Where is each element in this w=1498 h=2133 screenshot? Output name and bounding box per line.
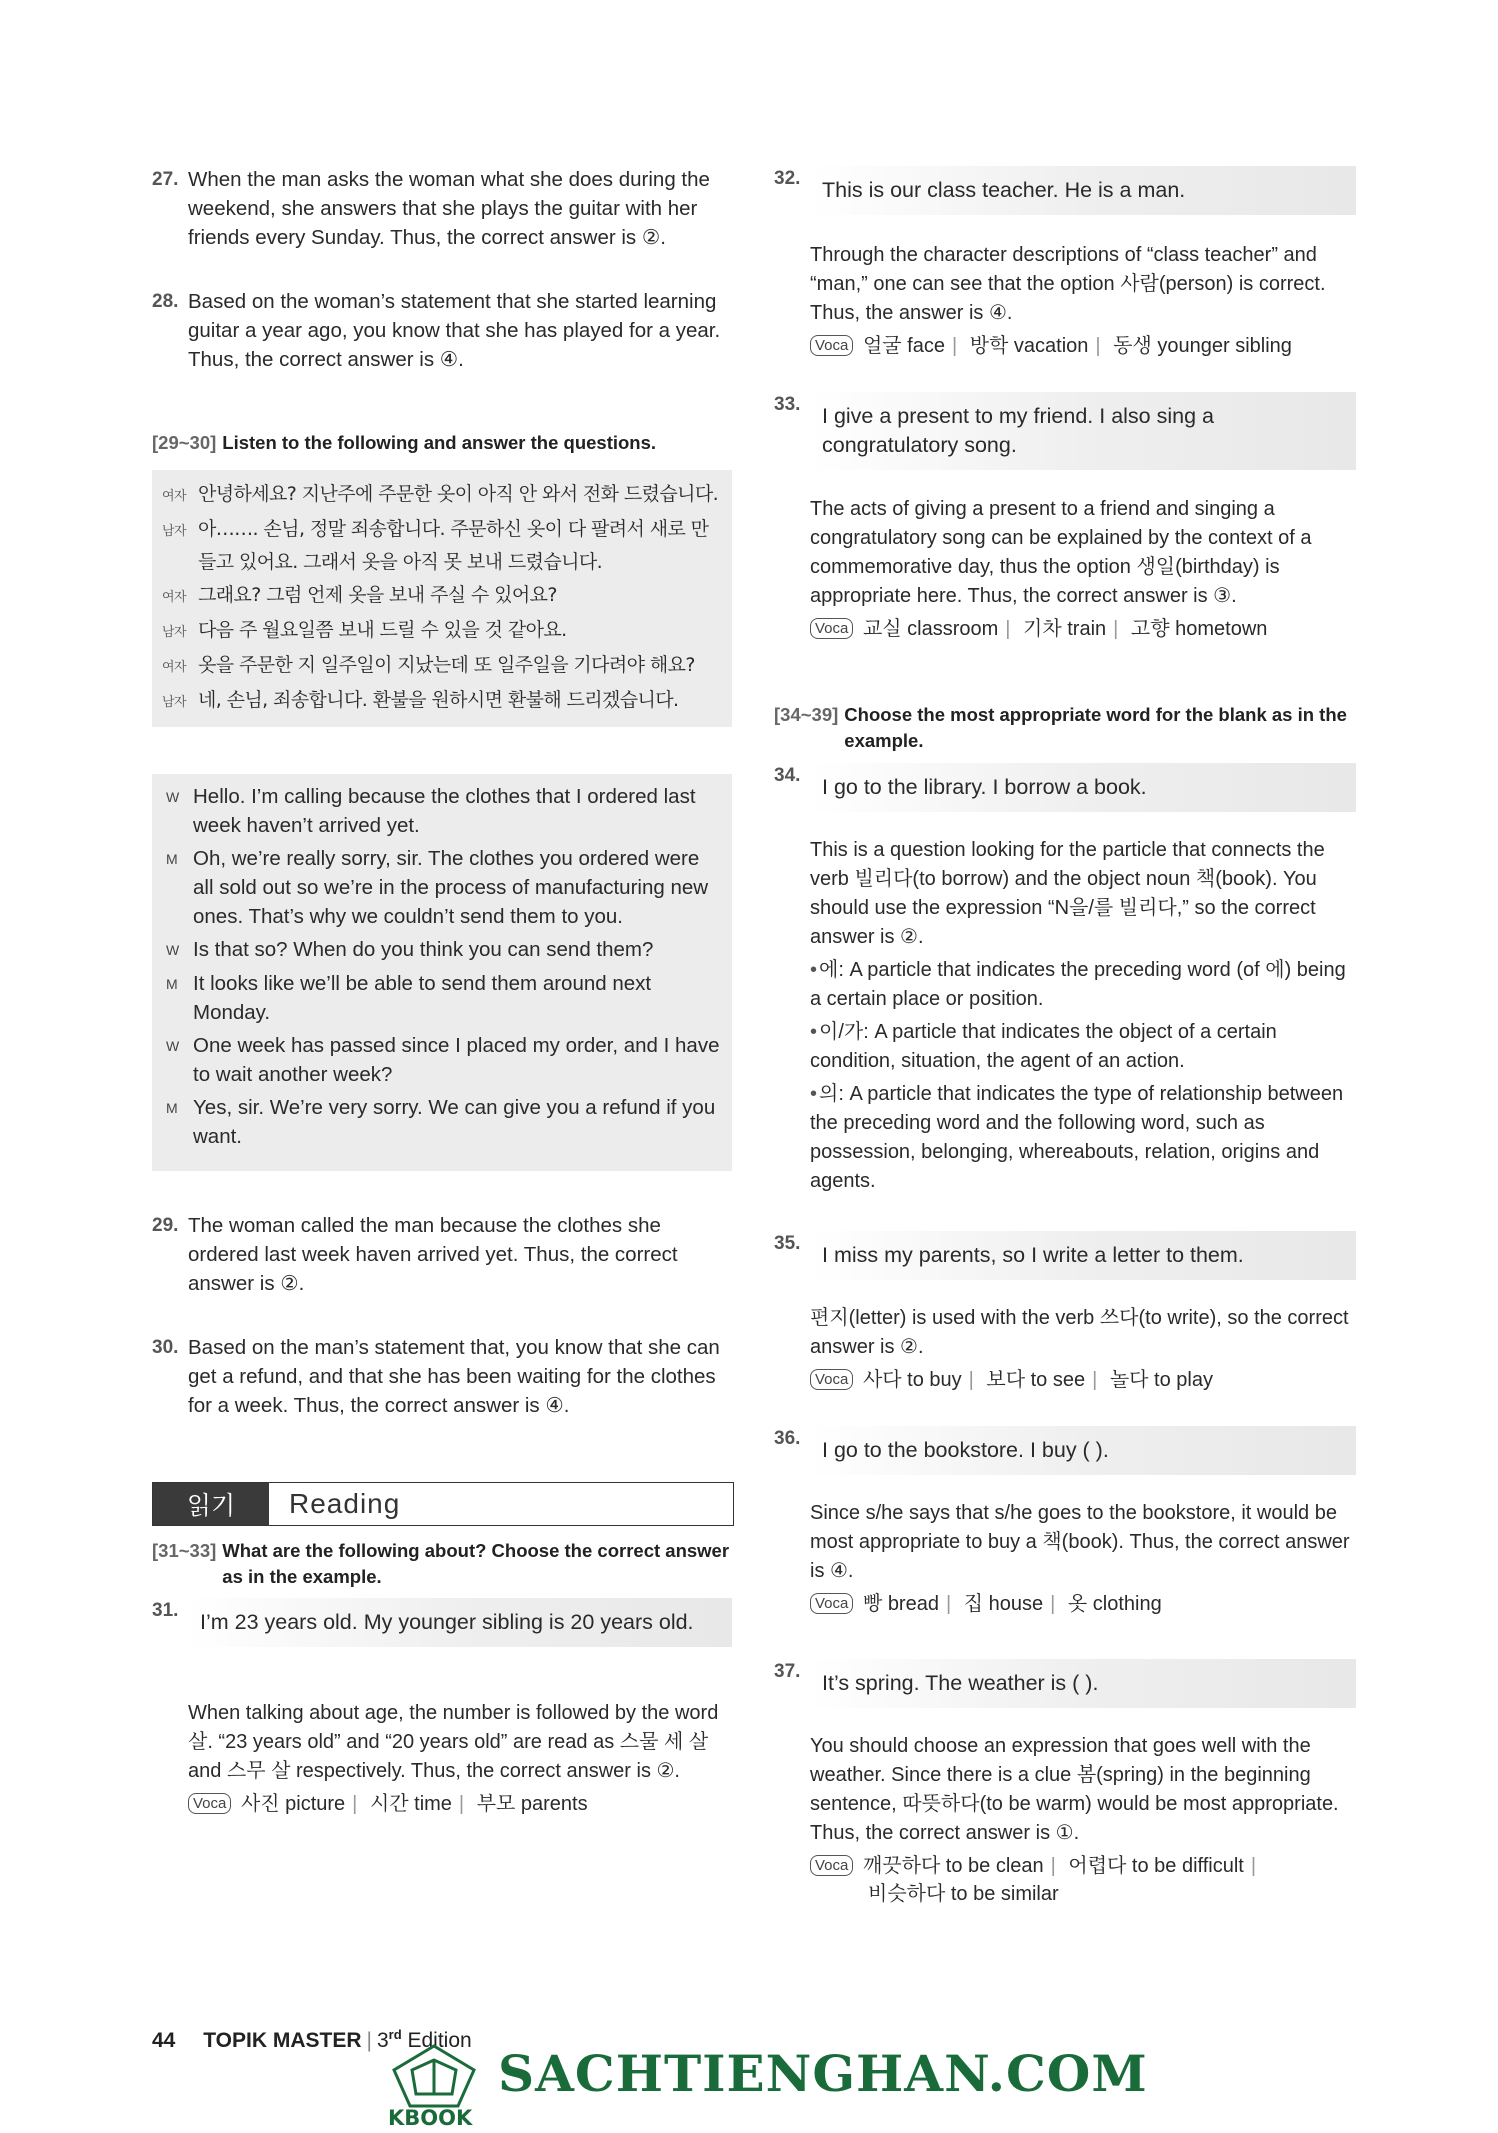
edition-number: 3 bbox=[376, 2029, 389, 2052]
item-number: 37. bbox=[774, 1661, 801, 1682]
question-33 bbox=[774, 392, 1356, 470]
korean-dialogue bbox=[152, 470, 732, 727]
dialogue-text: Is that so? When do you think you can send them? bbox=[193, 938, 654, 961]
voca-word: 놀다 to play bbox=[1109, 1369, 1213, 1391]
explanation-27 bbox=[152, 165, 732, 252]
explanation-text: Based on the man’s statement that, you know that she can get a refund, and that she has been waiting for the clothes for a week. Thus, the correct answer is ④. bbox=[188, 1336, 720, 1417]
question-sentence: I go to the library. I borrow a book. bbox=[810, 763, 1356, 812]
question-34 bbox=[774, 763, 1356, 812]
voca-separator: | bbox=[352, 1793, 358, 1815]
speaker-label: W bbox=[166, 1038, 180, 1054]
dialogue-line bbox=[166, 935, 722, 965]
dialogue-text: 옷을 주문한 지 일주일이 지났는데 또 일주일을 기다려야 해요? bbox=[198, 654, 695, 676]
question-range: [29~30] bbox=[152, 432, 217, 453]
question-instruction: Choose the most appropriate word for the blank as in the example. bbox=[844, 704, 1347, 751]
dialogue-text: It looks like we’ll be able to send them around next Monday. bbox=[193, 972, 652, 1024]
voca-list bbox=[810, 1366, 1356, 1394]
voca-separator: | bbox=[1005, 618, 1011, 640]
item-number: 34. bbox=[774, 765, 801, 786]
explanation-text: 편지(letter) is used with the verb 쓰다(to write), so the correct answer is ②. bbox=[810, 1307, 1349, 1358]
dialogue-line bbox=[166, 844, 722, 931]
question-sentence: This is our class teacher. He is a man. bbox=[810, 166, 1356, 215]
question-instruction: Listen to the following and answer the questions. bbox=[222, 432, 657, 453]
voca-separator: | bbox=[1250, 1855, 1257, 1877]
dialogue-text: Hello. I’m calling because the clothes that I ordered last week haven’t arrived yet. bbox=[193, 785, 696, 837]
item-number: 31. bbox=[152, 1600, 179, 1621]
section-label-english: Reading bbox=[289, 1488, 401, 1519]
question-sentence: I give a present to my friend. I also sing a congratulatory song. bbox=[810, 392, 1356, 470]
explanation-text: The woman called the man because the clothes she ordered last week haven arrived yet. Thus, the correct answer is ②. bbox=[188, 1214, 678, 1295]
explanation-34 bbox=[810, 836, 1356, 1196]
item-number: 32. bbox=[774, 168, 801, 189]
voca-word: 방학 vacation bbox=[969, 335, 1089, 357]
question-range: [31~33] bbox=[152, 1540, 217, 1561]
bullet-dot: • bbox=[810, 1083, 818, 1105]
dialogue-text: 아……. 손님, 정말 죄송합니다. 주문하신 옷이 다 팔려서 새로 만들고 있어요. 그래서 옷을 아직 못 보내 드렸습니다. bbox=[198, 518, 709, 573]
dialogue-text: Oh, we’re really sorry, sir. The clothes you ordered were all sold out so we’re in the process of manufacturing new ones. That’s why we couldn’t send them to you. bbox=[193, 847, 709, 928]
edition-suffix: rd bbox=[388, 2027, 402, 2042]
dialogue-line bbox=[162, 579, 724, 614]
voca-word: 보다 to see bbox=[986, 1369, 1086, 1391]
particle-description: A particle that indicates the object of a certain condition, situation, the agent of an action. bbox=[810, 1021, 1277, 1072]
speaker-label: 남자 bbox=[162, 524, 186, 539]
question-group-29-30 bbox=[152, 430, 732, 456]
dialogue-text: 안녕하세요? 지난주에 주문한 옷이 아직 안 와서 전화 드렸습니다. bbox=[198, 483, 719, 505]
voca-word: 교실 classroom bbox=[862, 618, 999, 640]
particle-description: A particle that indicates the preceding word (of 에) being a certain place or position. bbox=[810, 959, 1346, 1010]
speaker-label: W bbox=[166, 789, 180, 805]
explanation-text: When talking about age, the number is followed by the word 살. “23 years old” and “20 years old” are read as 스물 세 살 and 스무 살 respectively. Thus, the correct answer is ②. bbox=[188, 1702, 719, 1782]
voca-word: 어렵다 to be difficult bbox=[1068, 1855, 1244, 1877]
dialogue-line bbox=[166, 1093, 722, 1151]
edition-label: Edition bbox=[407, 2029, 472, 2052]
bullet-dot: • bbox=[810, 959, 818, 981]
voca-word: 시간 time bbox=[369, 1793, 452, 1815]
watermark-site: SACHTIENGHAN.COM bbox=[498, 2044, 1148, 2103]
voca-tag: Voca bbox=[810, 1855, 853, 1876]
particle-note bbox=[810, 1018, 1356, 1076]
item-number: 27. bbox=[152, 169, 179, 190]
item-number: 30. bbox=[152, 1337, 179, 1358]
voca-list bbox=[188, 1790, 732, 1818]
item-number: 29. bbox=[152, 1215, 179, 1236]
explanation-33 bbox=[810, 495, 1356, 643]
explanation-35 bbox=[810, 1304, 1356, 1394]
voca-separator: | bbox=[945, 1593, 952, 1615]
question-range: [34~39] bbox=[774, 704, 839, 725]
particle-term: 이/가: bbox=[819, 1021, 869, 1043]
question-32 bbox=[774, 166, 1356, 215]
dialogue-line bbox=[166, 969, 722, 1027]
voca-word: 깨끗하다 to be clean bbox=[862, 1855, 1044, 1877]
particle-note bbox=[810, 956, 1356, 1014]
voca-tag: Voca bbox=[810, 1369, 853, 1390]
question-sentence: I miss my parents, so I write a letter to them. bbox=[810, 1231, 1356, 1280]
explanation-36 bbox=[810, 1499, 1356, 1618]
speaker-label: 여자 bbox=[162, 660, 186, 675]
watermark-brand: KBOOK bbox=[388, 2106, 473, 2130]
section-label-korean: 읽기 bbox=[153, 1483, 269, 1525]
bullet-dot: • bbox=[810, 1021, 818, 1043]
question-group-34-39 bbox=[774, 702, 1356, 754]
item-number: 36. bbox=[774, 1428, 801, 1449]
explanation-text: Since s/he says that s/he goes to the bookstore, it would be most appropriate to buy a 책(book). Thus, the correct answer is ④. bbox=[810, 1502, 1350, 1582]
dialogue-line bbox=[162, 684, 724, 719]
voca-list bbox=[810, 1852, 1356, 1908]
explanation-text: When the man asks the woman what she does during the weekend, she answers that she plays the guitar with her friends every Sunday. Thus, the correct answer is ②. bbox=[188, 168, 710, 249]
voca-word: 기차 train bbox=[1023, 618, 1107, 640]
dialogue-line bbox=[166, 782, 722, 840]
dialogue-text: 네, 손님, 죄송합니다. 환불을 원하시면 환불해 드리겠습니다. bbox=[198, 689, 679, 711]
voca-tag: Voca bbox=[810, 335, 853, 356]
question-group-31-33 bbox=[152, 1538, 732, 1590]
voca-word: 사다 to buy bbox=[862, 1369, 962, 1391]
particle-term: 의: bbox=[819, 1083, 844, 1105]
speaker-label: M bbox=[166, 976, 178, 992]
dialogue-line bbox=[162, 513, 724, 579]
book-title: TOPIK MASTER bbox=[203, 2029, 362, 2052]
speaker-label: 남자 bbox=[162, 695, 186, 710]
explanation-text: This is a question looking for the particle that connects the verb 빌리다(to borrow) and the object noun 책(book). You should use the expression “N을/를 빌리다,” so the correct answer is ②. bbox=[810, 839, 1325, 948]
voca-tag: Voca bbox=[810, 618, 853, 639]
explanation-30 bbox=[152, 1333, 732, 1420]
voca-word: 빵 bread bbox=[862, 1593, 939, 1615]
voca-list bbox=[810, 615, 1356, 643]
item-number: 28. bbox=[152, 291, 179, 312]
question-instruction: What are the following about? Choose the correct answer as in the example. bbox=[222, 1540, 730, 1587]
particle-note bbox=[810, 1080, 1356, 1196]
dialogue-text: 그래요? 그럼 언제 옷을 보내 주실 수 있어요? bbox=[198, 584, 557, 606]
voca-word: 집 house bbox=[963, 1593, 1044, 1615]
voca-separator: | bbox=[1092, 1369, 1098, 1391]
explanation-37 bbox=[810, 1732, 1356, 1908]
voca-separator: | bbox=[1050, 1855, 1056, 1877]
voca-word: 얼굴 face bbox=[862, 335, 945, 357]
speaker-label: 여자 bbox=[162, 489, 186, 504]
dialogue-text: One week has passed since I placed my order, and I have to wait another week? bbox=[193, 1034, 720, 1086]
footer-separator: | bbox=[366, 2029, 372, 2052]
voca-separator: | bbox=[968, 1369, 974, 1391]
explanation-text: Based on the woman’s statement that she started learning guitar a year ago, you know that she has played for a year. Thus, the correct answer is ④. bbox=[188, 290, 721, 371]
speaker-label: 남자 bbox=[162, 625, 186, 640]
explanation-28 bbox=[152, 287, 732, 374]
english-dialogue bbox=[152, 774, 732, 1171]
dialogue-line bbox=[162, 478, 724, 513]
voca-separator: | bbox=[1095, 335, 1101, 357]
voca-tag: Voca bbox=[188, 1793, 231, 1814]
dialogue-line bbox=[162, 614, 724, 649]
voca-separator: | bbox=[458, 1793, 465, 1815]
explanation-text: You should choose an expression that goes well with the weather. Since there is a clue 봄(spring) in the beginning sentence, 따뜻하다(to be warm) would be most appropriate. Thus, the correct answer is ①. bbox=[810, 1735, 1339, 1844]
item-number: 35. bbox=[774, 1233, 801, 1254]
question-35 bbox=[774, 1231, 1356, 1280]
page-number: 44 bbox=[152, 2029, 176, 2052]
item-number: 33. bbox=[774, 394, 801, 415]
particle-description: A particle that indicates the type of relationship between the preceding word and the following word, such as possession, belonging, whereabouts, relation, origins and agents. bbox=[810, 1083, 1344, 1192]
particle-term: 에: bbox=[819, 959, 844, 981]
voca-tag: Voca bbox=[810, 1593, 853, 1614]
speaker-label: M bbox=[166, 1100, 178, 1116]
voca-separator: | bbox=[951, 335, 958, 357]
voca-separator: | bbox=[1113, 618, 1119, 640]
explanation-29 bbox=[152, 1211, 732, 1298]
voca-word: 동생 younger sibling bbox=[1113, 335, 1292, 357]
question-37 bbox=[774, 1659, 1356, 1708]
question-36 bbox=[774, 1426, 1356, 1475]
reading-section-header bbox=[152, 1482, 734, 1526]
question-sentence: I go to the bookstore. I buy ( ). bbox=[810, 1426, 1356, 1475]
voca-word: 옷 clothing bbox=[1067, 1593, 1162, 1615]
explanation-32 bbox=[810, 241, 1356, 360]
voca-word: 부모 parents bbox=[476, 1793, 588, 1815]
voca-word: 사진 picture bbox=[240, 1793, 346, 1815]
dialogue-text: 다음 주 월요일쯤 보내 드릴 수 있을 것 같아요. bbox=[198, 619, 567, 641]
explanation-text: The acts of giving a present to a friend and singing a congratulatory song can be explained by the context of a commemorative day, thus the option 생일(birthday) is appropriate here. Thus, the correct answer is ③. bbox=[810, 498, 1312, 607]
voca-word: 비슷하다 to be similar bbox=[868, 1883, 1059, 1905]
question-sentence: It’s spring. The weather is ( ). bbox=[810, 1659, 1356, 1708]
dialogue-text: Yes, sir. We’re very sorry. We can give you a refund if you want. bbox=[193, 1096, 716, 1148]
voca-separator: | bbox=[1050, 1593, 1056, 1615]
question-sentence: I’m 23 years old. My younger sibling is 20 years old. bbox=[188, 1598, 732, 1647]
explanation-text: Through the character descriptions of “class teacher” and “man,” one can see that the option 사람(person) is correct. Thus, the answer is ④. bbox=[810, 244, 1326, 324]
speaker-label: M bbox=[166, 851, 178, 867]
speaker-label: 여자 bbox=[162, 590, 186, 605]
voca-list bbox=[810, 332, 1356, 360]
voca-word: 고향 hometown bbox=[1130, 618, 1268, 640]
speaker-label: W bbox=[166, 942, 180, 958]
question-31 bbox=[152, 1598, 732, 1647]
voca-list bbox=[810, 1590, 1356, 1618]
dialogue-line bbox=[162, 649, 724, 684]
dialogue-line bbox=[166, 1031, 722, 1089]
explanation-31 bbox=[188, 1699, 732, 1818]
